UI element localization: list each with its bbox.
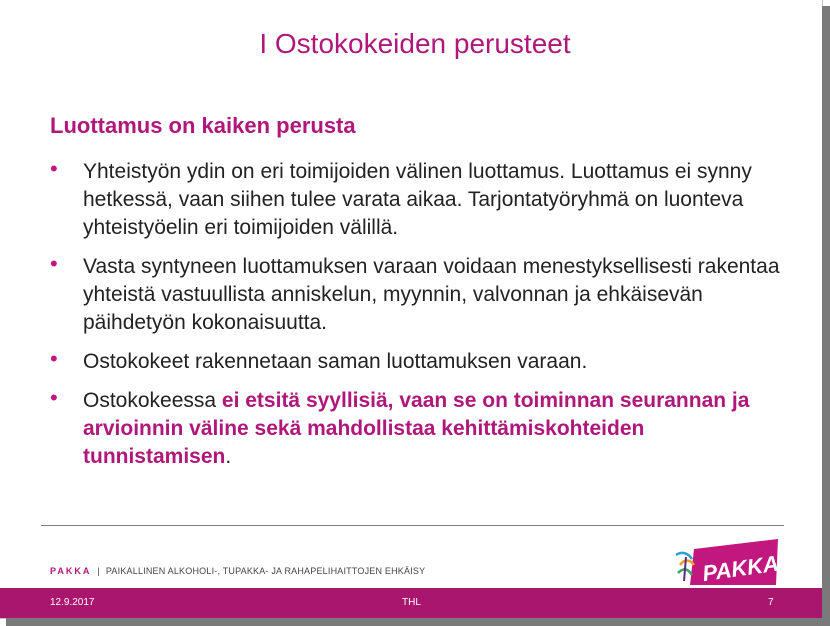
bullet-text: Vasta syntyneen luottamuksen varaan voidaan menestyksellisesti rakentaa yhteistä vastuullista anniskelun, myynnin, valvonnan ja ehkäisevän päihdetyön kokonaisuutta. xyxy=(83,255,780,334)
bullet-text-highlight: ei etsitä syyllisiä, vaan se on toiminnan seurannan ja arvioinnin väline sekä mahdollistaa kehittämiskohteiden tunnistamisen xyxy=(83,389,750,468)
bullet-text-suffix: . xyxy=(225,445,232,468)
footer-date: 12.9.2017 xyxy=(50,597,95,608)
footer-org: THL xyxy=(402,597,421,608)
bullet-text: Yhteistyön ydin on eri toimijoiden välinen luottamus. Luottamus ei synny hetkessä, vaan siihen tulee varata aikaa. Tarjontatyöryhmä on luonteva yhteistyöelin eri toimijoiden välillä. xyxy=(83,160,752,239)
footer-separator: | xyxy=(97,566,100,576)
bullet-item xyxy=(50,387,790,471)
bullet-item xyxy=(50,158,790,242)
bullet-item xyxy=(50,348,790,376)
logo-text: PAKKA xyxy=(700,550,781,587)
slide-title: I Ostokokeiden perusteet xyxy=(259,28,571,59)
slide-shadow-bottom xyxy=(6,618,830,626)
bullet-dot-icon: • xyxy=(50,346,58,371)
page-number: 7 xyxy=(768,597,774,608)
slide-shadow-right xyxy=(822,6,830,626)
bullet-text: Ostokokeet rakennetaan saman luottamuksen varaan. xyxy=(83,350,588,373)
bullet-dot-icon: • xyxy=(50,385,58,410)
bullet-text-prefix: Ostokokeessa xyxy=(83,389,222,412)
bullet-dot-icon: • xyxy=(50,156,58,181)
footer-divider xyxy=(41,525,784,526)
pakka-logo-icon xyxy=(672,537,782,589)
slide-subtitle: Luottamus on kaiken perusta xyxy=(50,113,356,138)
footer-tagline: PAIKALLINEN ALKOHOLI-, TUPAKKA- JA RAHAPELIHAITTOJEN EHKÄISY xyxy=(105,566,426,576)
bullet-item xyxy=(50,253,790,337)
bullet-list xyxy=(50,158,790,482)
bullet-dot-icon: • xyxy=(50,251,58,276)
footer-brand-name: PAKKA xyxy=(50,566,92,576)
footer-bar xyxy=(0,588,822,618)
footer-brand-line xyxy=(50,566,425,576)
